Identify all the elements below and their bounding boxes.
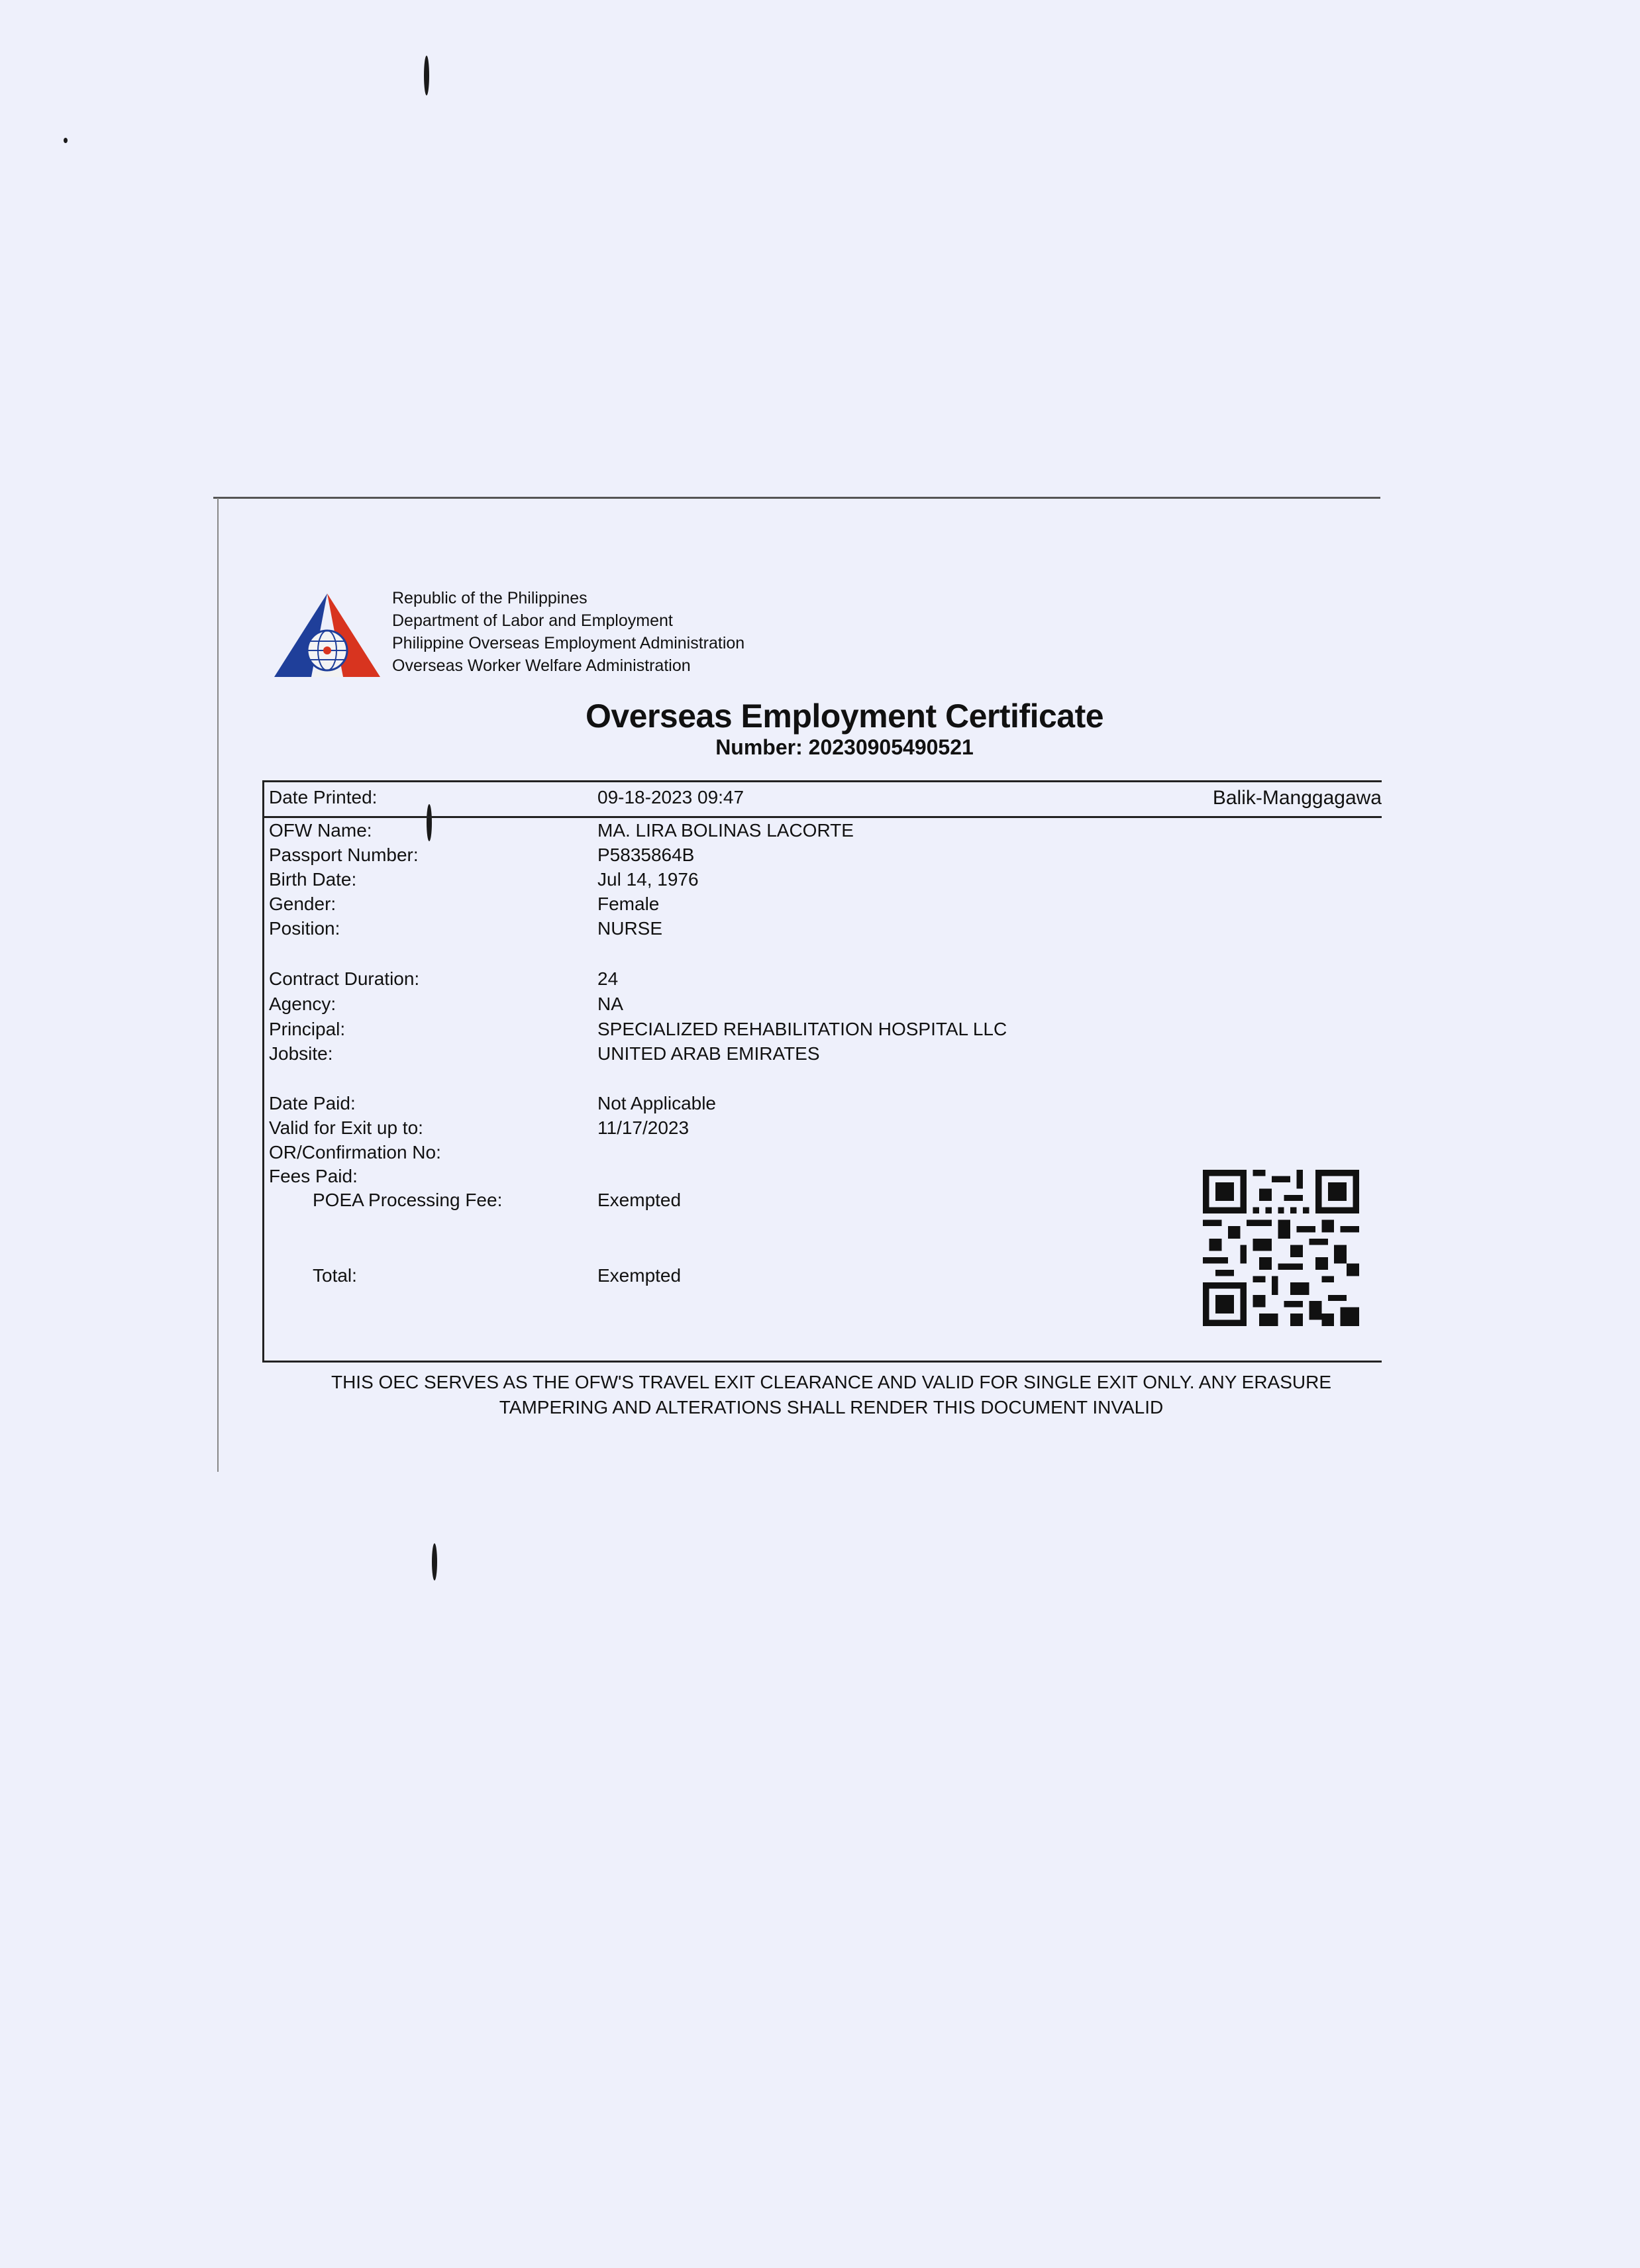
page-frame-top [213, 497, 1380, 499]
dole-poea-logo-icon [274, 593, 380, 678]
date-paid-label: Date Paid: [269, 1093, 356, 1113]
total-value: Exempted [597, 1265, 682, 1286]
principal-label: Principal: [269, 1019, 346, 1039]
agency-line: Overseas Worker Welfare Administration [392, 656, 691, 675]
scan-mark [64, 138, 68, 143]
total-label: Total: [313, 1265, 357, 1286]
agency-header [392, 587, 744, 677]
divider [262, 780, 1382, 782]
valid-exit-label: Valid for Exit up to: [269, 1117, 423, 1138]
jobsite-label: Jobsite: [269, 1043, 333, 1064]
processing-fee-label: POEA Processing Fee: [313, 1190, 503, 1210]
certificate-title: Overseas Employment Certificate [585, 697, 1104, 735]
gender-label: Gender: [269, 894, 336, 914]
divider [262, 1361, 1382, 1363]
fees-paid-label: Fees Paid: [269, 1166, 358, 1186]
certificate-number: Number: 20230905490521 [715, 735, 974, 759]
date-printed-value: 09-18-2023 09:47 [597, 787, 744, 807]
position-value: NURSE [597, 918, 663, 939]
passport-label: Passport Number: [269, 845, 419, 865]
date-paid-value: Not Applicable [597, 1093, 717, 1113]
or-confirmation-label: OR/Confirmation No: [269, 1142, 441, 1162]
agency-value: NA [597, 994, 623, 1014]
passport-value: P5835864B [597, 845, 695, 865]
agency-line: Philippine Overseas Employment Administration [392, 634, 745, 652]
ofw-name-label: OFW Name: [269, 820, 372, 841]
notice-line: TAMPERING AND ALTERATIONS SHALL RENDER THIS DOCUMENT INVALID [499, 1397, 1164, 1418]
gender-value: Female [597, 894, 660, 914]
notice-line: THIS OEC SERVES AS THE OFW'S TRAVEL EXIT CLEARANCE AND VALID FOR SINGLE EXIT ONLY. ANY ERASURE [331, 1372, 1332, 1392]
agency-line: Republic of the Philippines [392, 589, 588, 607]
processing-fee-value: Exempted [597, 1190, 682, 1210]
qr-code-icon [1202, 1170, 1360, 1326]
category-badge: Balik-Manggagawa [1212, 787, 1382, 809]
contract-duration-value: 24 [597, 968, 619, 989]
jobsite-value: UNITED ARAB EMIRATES [597, 1043, 820, 1064]
date-printed-label: Date Printed: [269, 787, 378, 807]
ofw-name-value: MA. LIRA BOLINAS LACORTE [597, 820, 854, 841]
valid-exit-value: 11/17/2023 [597, 1117, 690, 1138]
birth-date-value: Jul 14, 1976 [597, 869, 699, 890]
principal-value: SPECIALIZED REHABILITATION HOSPITAL LLC [597, 1019, 1007, 1039]
contract-duration-label: Contract Duration: [269, 968, 420, 989]
divider [262, 816, 1382, 818]
agency-line: Department of Labor and Employment [392, 611, 673, 630]
page-frame-left [217, 498, 219, 1472]
validity-notice [278, 1370, 1384, 1420]
divider [262, 780, 264, 1362]
scan-mark [424, 56, 429, 95]
position-label: Position: [269, 918, 340, 939]
birth-date-label: Birth Date: [269, 869, 357, 890]
scan-mark [432, 1543, 437, 1580]
agency-label: Agency: [269, 994, 336, 1014]
